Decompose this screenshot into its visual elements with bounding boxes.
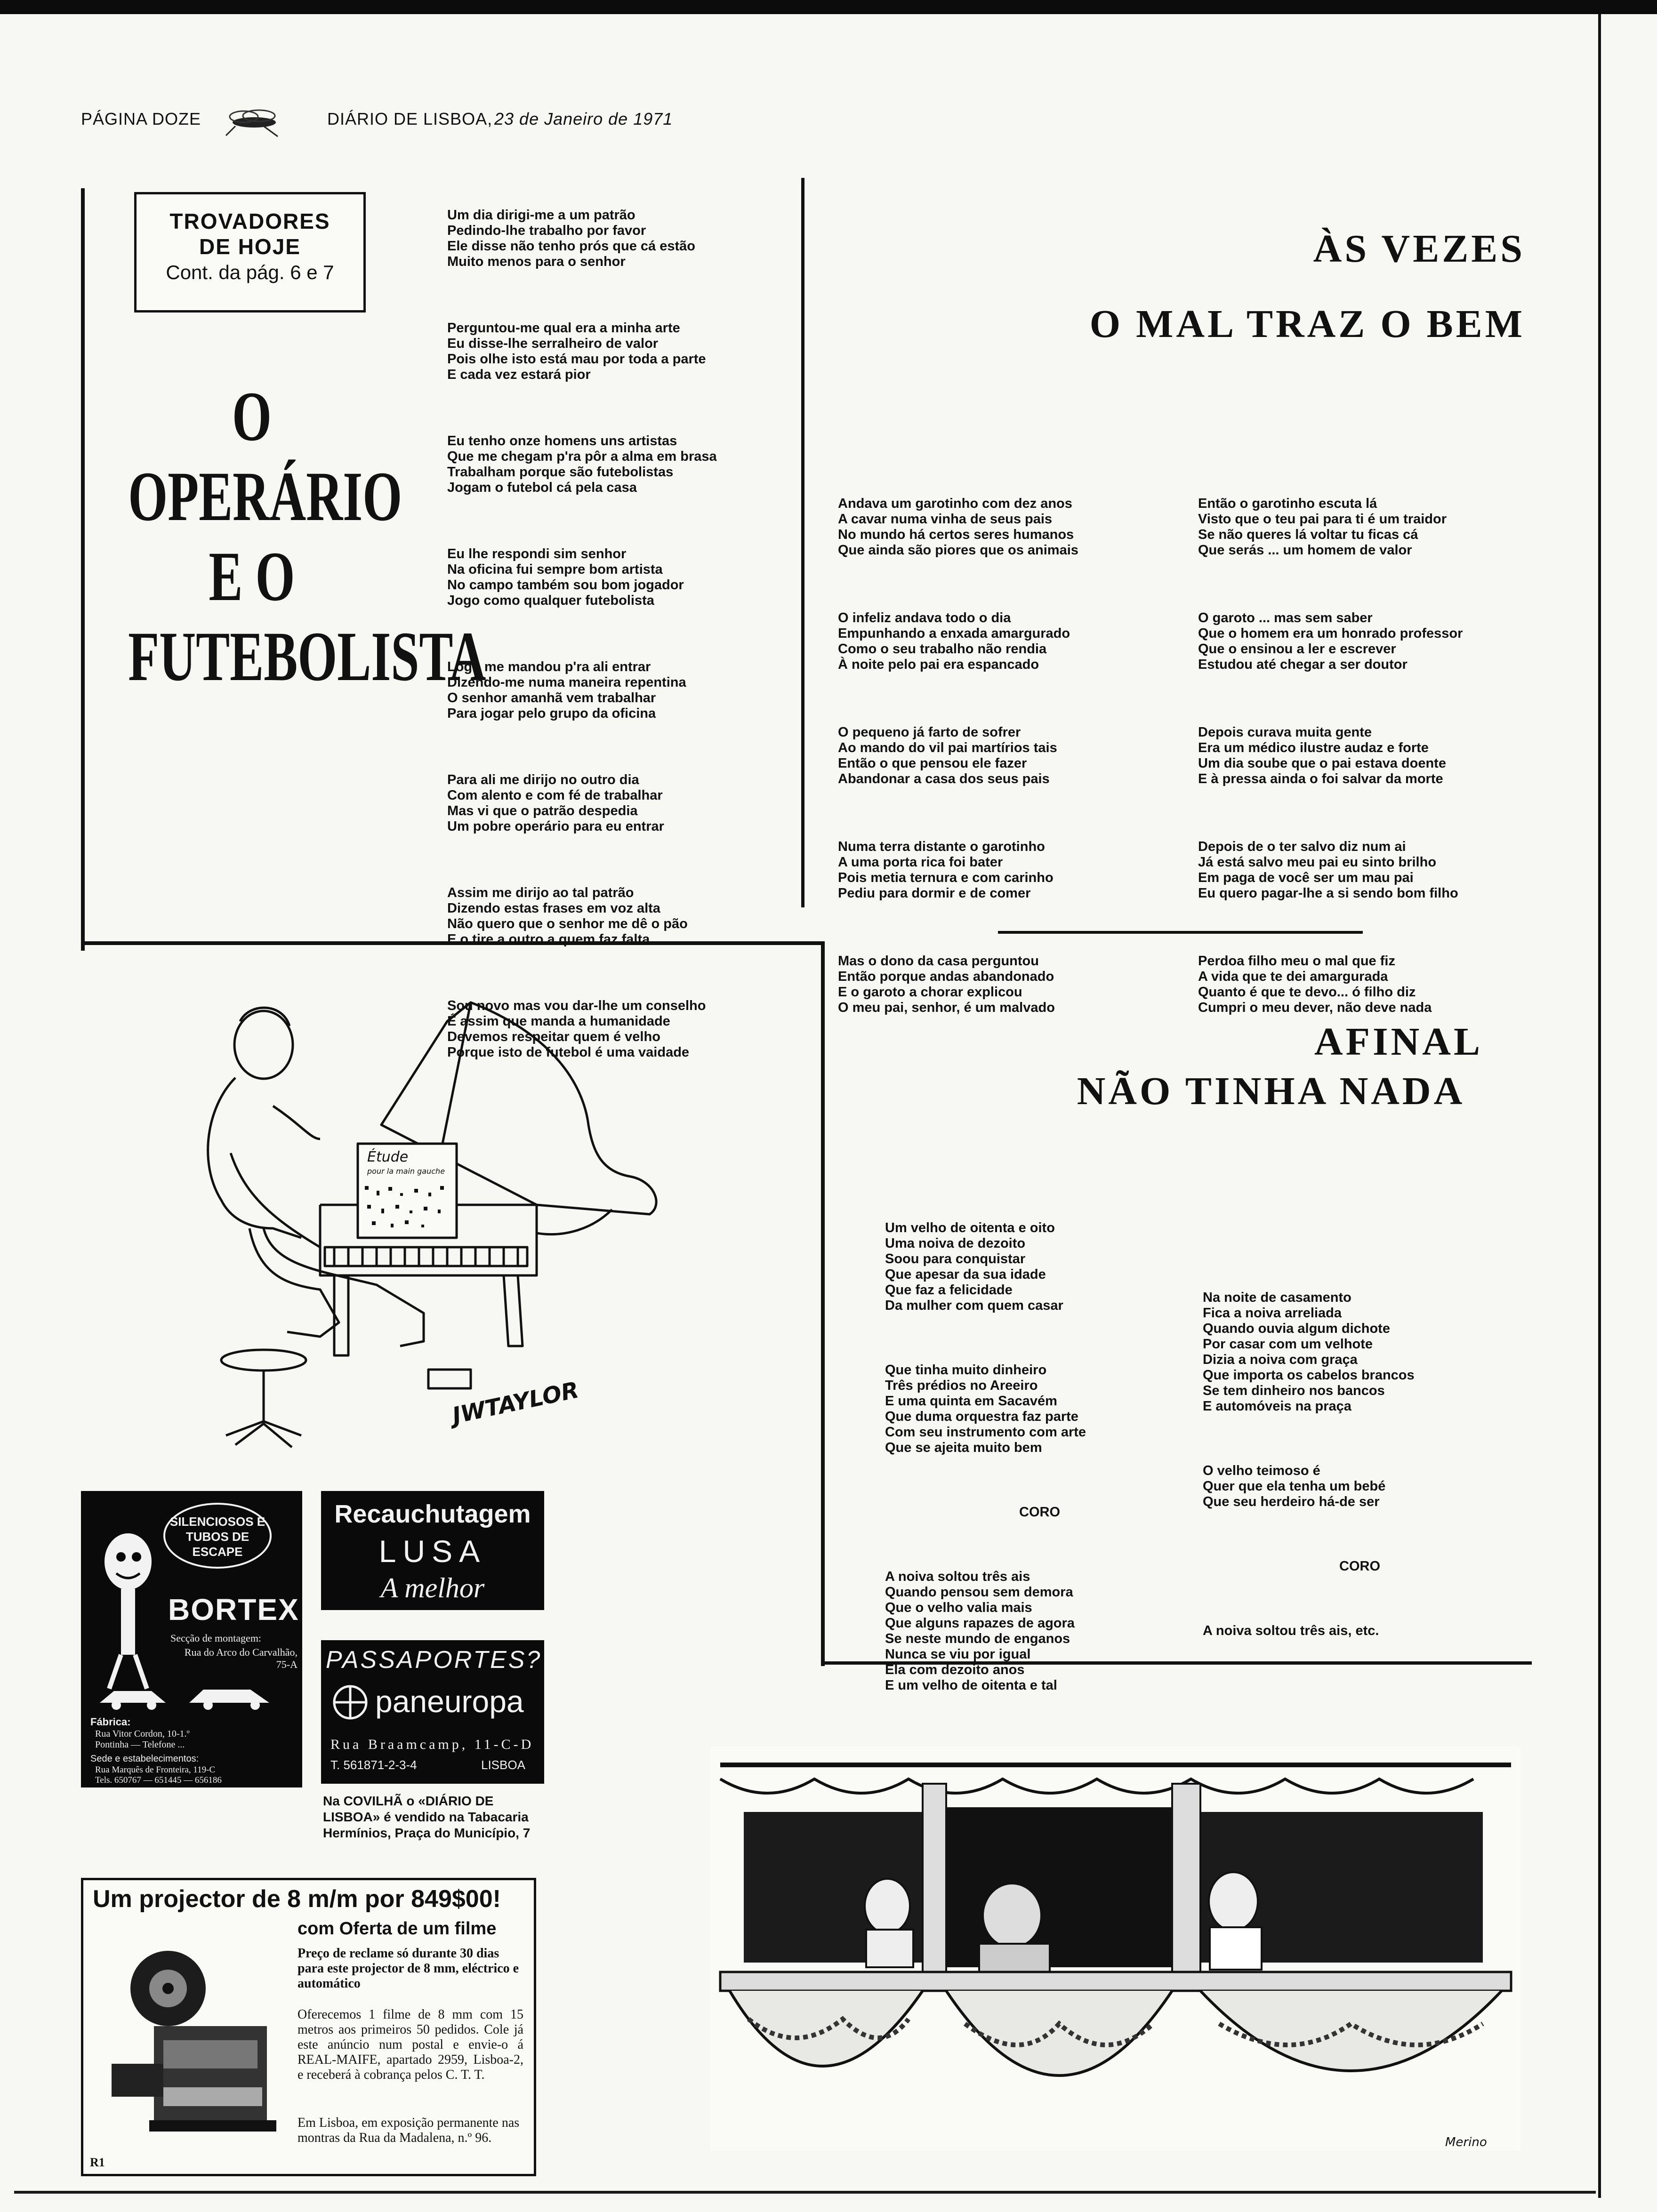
cont-title-2: DE HOJE — [199, 234, 301, 259]
fly-icon — [207, 103, 301, 140]
sheet-title: Étude — [367, 1149, 409, 1165]
bortex-ad — [81, 1491, 302, 1787]
poem1-title-line: O OPERÁRIO — [128, 377, 402, 536]
bortex-sede-address: Rua Marquês de Fronteira, 119-C Tels. 650767 — 651445 — 656186 — [95, 1765, 222, 1785]
poem1-text — [447, 176, 717, 1096]
poem2-title-2: O MAL TRAZ O BEM — [1089, 302, 1525, 346]
stanza: Para ali me dirijo no outro dia Com alento e com fé de trabalhar Mas vi que o patrão despedia Um pobre operário para eu entrar — [447, 772, 664, 834]
stanza: Depois de o ter salvo diz num ai Já está salvo meu pai eu sinto brilho Em paga de você ser um mau pai Eu quero pagar-lhe a si sendo bom filho — [1198, 839, 1458, 901]
bottom-border — [14, 2191, 1596, 2194]
page-label: PÁGINA DOZE — [81, 109, 201, 128]
covilha-note: Na COVILHÃ o «DIÁRIO DE LISBOA» é vendido na Tabacaria Hermínios, Praça do Município, 7 — [323, 1794, 531, 1840]
stanza: Mas o dono da casa perguntou Então porque andas abandonado E o garoto a chorar explicou O meu pai, senhor, é um malvado — [838, 954, 1055, 1015]
poem1-title-line: E O — [209, 537, 295, 616]
bortex-montagem: Secção de montagem: — [170, 1632, 262, 1644]
cartoon-signature: Merino — [1445, 2135, 1487, 2149]
bortex-factory-address: Rua Vitor Cordon, 10-1.º Pontinha — Telefone ... — [95, 1729, 190, 1750]
globe-icon — [331, 1683, 369, 1721]
recau-title: Recauchutagem — [334, 1500, 531, 1528]
stanza: Assim me dirijo ao tal patrão Dizendo estas frases em voz alta Não quero que o senhor me dê o pão E o tire a outro a quem faz falta — [447, 885, 688, 947]
stanza: Um velho de oitenta e oito Uma noiva de dezoito Soou para conquistar Que apesar da sua idade Que faz a felicidade Da mulher com quem casar — [885, 1220, 1063, 1313]
stanza: Sou novo mas vou dar-lhe um conselho É assim que manda a humanidade Devemos respeitar quem é velho Porque isto de futebol é uma vaidade — [447, 998, 706, 1060]
stanza: Perguntou-me qual era a minha arte Eu disse-lhe serralheiro de valor Pois olhe isto está mau por toda a parte E cada vez estará pior — [447, 321, 706, 382]
bortex-badge: SILENCIOSOS E TUBOS DE ESCAPE — [163, 1503, 272, 1569]
continuation-box — [134, 192, 366, 313]
recau-brand: LUSA — [378, 1534, 487, 1569]
cont-reference: Cont. da pág. 6 e 7 — [166, 261, 334, 283]
theatre-cartoon — [701, 1737, 1530, 2160]
stanza: A noiva soltou três ais, etc. — [1203, 1623, 1379, 1638]
right-edge — [1598, 14, 1601, 2198]
stanza: O infeliz andava todo o dia Empunhando a enxada amargurado Como o seu trabalho não rendia À noite pelo pai era espancado — [838, 610, 1070, 672]
recauchutagem-ad — [321, 1491, 544, 1610]
stanza: Na noite de casamento Fica a noiva arreliada Quando ouvia algum dichote Por casar com um velhote Dizia a noiva com graça Que importa os cabelos brancos Se tem dinheiro nos bancos E automóveis na praça — [1203, 1290, 1415, 1414]
projector-offer: Preço de reclame só durante 30 dias para este projector de 8 mm, eléctrico e automático — [298, 1946, 519, 1991]
coro-label: CORO — [1339, 1559, 1380, 1574]
issue-date: 23 de Janeiro de 1971 — [494, 109, 673, 128]
poem2-title-1: ÀS VEZES — [1313, 227, 1525, 271]
projector-subhead: com Oferta de um filme — [298, 1919, 497, 1939]
projector-instructions: Oferecemos 1 filme de 8 mm com 15 metros aos primeiros 50 pedidos. Cole já este anúncio num postal e envie-o á REAL-MAIFE, apartado 2959, Lisboa-2, e receberá à cobrança pelos C. T. T. — [298, 2007, 523, 2082]
paneu-headline: PASSAPORTES? — [326, 1646, 542, 1674]
paneu-brand: paneuropa — [375, 1684, 524, 1719]
stanza: O pequeno já farto de sofrer Ao mando do vil pai martírios tais Então o que pensou ele fazer Abandonar a casa dos seus pais — [838, 725, 1057, 786]
bortex-brand: BORTEX — [168, 1593, 299, 1627]
sheet-subtitle: pour la main gauche — [367, 1167, 445, 1176]
bortex-factory-label: Fábrica: — [90, 1716, 131, 1728]
projector-ad — [81, 1878, 536, 2176]
poem1-title-line: FUTEBOLISTA — [128, 617, 486, 696]
pianist-cartoon — [179, 984, 673, 1468]
cars-illustration — [95, 1679, 288, 1712]
stanza: Eu lhe respondi sim senhor Na oficina fui sempre bom artista No campo também sou bom jogador Jogo como qualquer futebolista — [447, 546, 684, 608]
stanza: Logo me mandou p'ra ali entrar Dizendo-me numa maneira repentina O senhor amanhã vem trabalhar Para jogar pelo grupo da oficina — [447, 659, 686, 721]
poem3-title-1: AFINAL — [1314, 1020, 1483, 1064]
projector-headline: Um projector de 8 m/m por 849$00! — [93, 1885, 501, 1913]
stanza: Perdoa filho meu o mal que fiz A vida que te dei amargurada Quanto é que te devo... ó filho diz Cumpri o meu dever, não deve nada — [1198, 954, 1432, 1015]
paneu-city: LISBOA — [481, 1758, 525, 1772]
mascot-illustration — [95, 1529, 161, 1698]
poem3-column-2 — [1203, 1259, 1415, 1670]
bortex-montagem-address: Rua do Arco do Carvalhão, 75-A — [184, 1646, 298, 1670]
cartoon-divider — [821, 941, 825, 1666]
cont-title-1: TROVADORES — [169, 209, 330, 233]
stanza: A noiva soltou três ais Quando pensou sem demora Que o velho valia mais Que alguns rapazes de agora Se neste mundo de enganos Nunca se viu por igual Ela com dezoito anos E um velho de oitenta e tal — [885, 1569, 1075, 1693]
cartoon-signature: JWTAYLOR — [450, 1377, 581, 1429]
stanza: Numa terra distante o garotinho A uma porta rica foi bater Pois metia ternura e com carinho Pediu para dormir e de comer — [838, 839, 1054, 901]
newspaper-name: DIÁRIO DE LISBOA, — [327, 109, 493, 128]
stanza: O garoto ... mas sem saber Que o homem era um honrado professor Que o ensinou a ler e escrever Estudou até chegar a ser doutor — [1198, 610, 1463, 672]
ad-code: R1 — [90, 2156, 105, 2169]
poem3-title-2: NÃO TINHA NADA — [1077, 1069, 1465, 1113]
poem2-column-2 — [1198, 465, 1463, 1052]
poem1-title — [80, 377, 486, 697]
paneu-address: Rua Braamcamp, 11-C-D — [330, 1737, 534, 1752]
paneu-phone: T. 561871-2-3-4 — [330, 1758, 417, 1772]
stanza: Um dia dirigi-me a um patrão Pedindo-lhe trabalho por favor Ele disse não tenho prós que cá estão Muito menos para o senhor — [447, 208, 695, 269]
paneuropa-ad — [321, 1640, 544, 1784]
stanza: O velho teimoso é Quer que ela tenha um bebé Que seu herdeiro há-de ser — [1203, 1463, 1386, 1509]
recau-slogan: A melhor — [380, 1572, 485, 1603]
column-divider — [801, 178, 804, 907]
coro-label: CORO — [1019, 1505, 1060, 1520]
projector-exhibition: Em Lisboa, em exposição permanente nas montras da Rua da Madalena, n.º 96. — [298, 2116, 520, 2145]
stanza: Então o garotinho escuta lá Visto que o teu pai para ti é um traidor Se não queres lá voltar tu ficas cá Que serás ... um homem de valor — [1198, 496, 1447, 558]
bortex-sede-label: Sede e estabelecimentos: — [90, 1754, 199, 1764]
poem2-column-1 — [838, 465, 1078, 1052]
stanza: Eu tenho onze homens uns artistas Que me chegam p'ra pôr a alma em brasa Trabalham porque são futebolistas Jogam o futebol cá pela casa — [447, 433, 717, 495]
stanza: Que tinha muito dinheiro Três prédios no Areeiro E uma quinta em Sacavém Que duma orquestra faz parte Com seu instrumento com arte Que se ajeita muito bem — [885, 1362, 1086, 1455]
projector-illustration — [97, 1946, 290, 2148]
top-border — [0, 0, 1657, 14]
stanza: Depois curava muita gente Era um médico ilustre audaz e forte Um dia soube que o pai estava doente E à pressa ainda o foi salvar da morte — [1198, 725, 1446, 786]
poem3-column-1 — [885, 1189, 1086, 1724]
stanza: Andava um garotinho com dez anos A cavar numa vinha de seus pais No mundo há certos seres humanos Que ainda são piores que os animais — [838, 496, 1078, 558]
